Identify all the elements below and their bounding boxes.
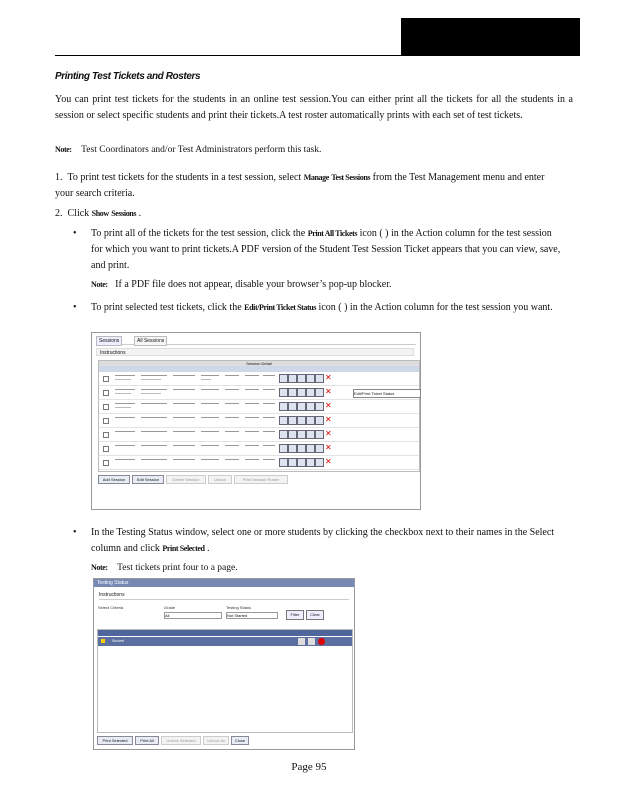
- note-text: If a PDF file does not appear, disable your browser’s pop-up blocker.: [115, 279, 392, 290]
- print-all-tickets-icon[interactable]: [279, 402, 288, 411]
- sessions-label: Sessions: [111, 209, 137, 218]
- test-sessions-label: Test Sessions: [331, 173, 371, 182]
- row-text: [115, 403, 135, 404]
- roster-icon[interactable]: [297, 416, 306, 425]
- print-all-tickets-icon[interactable]: [279, 388, 288, 397]
- row-checkbox[interactable]: [101, 639, 105, 643]
- row-checkbox[interactable]: [103, 390, 109, 396]
- row-text: [225, 375, 239, 376]
- add-session-button[interactable]: Add Session: [98, 475, 130, 484]
- student-name: Student: [112, 639, 125, 643]
- row-checkbox[interactable]: [103, 404, 109, 410]
- row-text: [141, 375, 167, 376]
- bullet-dot: •: [73, 228, 77, 239]
- copy-icon[interactable]: [315, 402, 324, 411]
- row-text: [263, 375, 275, 376]
- row-text: [173, 417, 195, 418]
- delete-icon[interactable]: ✕: [325, 401, 332, 410]
- row-text: [263, 417, 275, 418]
- row-text: [225, 403, 239, 404]
- tab-all-sessions[interactable]: All Sessions: [134, 336, 167, 346]
- unlock-button[interactable]: Unlock: [208, 475, 232, 484]
- edit-print-ticket-status-icon[interactable]: [288, 388, 297, 397]
- row-text: [245, 403, 259, 404]
- row-text: [115, 445, 135, 446]
- status-label: Testing Status: [226, 605, 252, 610]
- row-text: [141, 379, 161, 380]
- note-label: Note:: [91, 280, 108, 289]
- row-text: [141, 445, 167, 446]
- action-icons: [279, 458, 349, 466]
- table-row: [99, 428, 419, 442]
- row-text: [173, 375, 195, 376]
- row-text: [115, 459, 135, 460]
- row-checkbox[interactable]: [103, 460, 109, 466]
- row-text: [245, 375, 259, 376]
- edit-icon[interactable]: [306, 458, 315, 467]
- delete-icon[interactable]: ✕: [325, 415, 332, 424]
- row-text: [201, 459, 219, 460]
- row-text: [141, 389, 167, 390]
- row-text: [173, 431, 195, 432]
- edit-print-ticket-status-label: Edit/Print Ticket Status: [244, 303, 317, 312]
- edit-print-ticket-status-icon[interactable]: [288, 374, 297, 383]
- row-text: [141, 417, 167, 418]
- row-text: [225, 417, 239, 418]
- row-text: [225, 459, 239, 460]
- edit-icon[interactable]: [306, 388, 315, 397]
- page-number: Page 95: [291, 761, 327, 773]
- row-text: [225, 389, 239, 390]
- row-text: [263, 389, 275, 390]
- bullet-dot: •: [73, 527, 77, 538]
- table-row: [98, 637, 352, 646]
- action-icons: [279, 430, 349, 438]
- instructions-bar[interactable]: Instructions: [96, 348, 414, 356]
- copy-icon[interactable]: [315, 430, 324, 439]
- row-text: [263, 403, 275, 404]
- bullet-print-selected: [73, 300, 573, 316]
- session-grid: [98, 360, 420, 472]
- row-text: [263, 431, 275, 432]
- bullet-print-all: [73, 226, 563, 274]
- testing-status-screenshot: [93, 578, 355, 750]
- bullet-text-end: .: [207, 543, 210, 554]
- edit-print-ticket-status-icon[interactable]: [288, 444, 297, 453]
- sessions-screenshot: [91, 332, 421, 510]
- roster-icon[interactable]: [297, 402, 306, 411]
- window-title: Testing Status: [94, 579, 354, 587]
- edit-print-ticket-status-icon[interactable]: [288, 402, 297, 411]
- row-text: [263, 459, 275, 460]
- row-text: [201, 403, 219, 404]
- table-row: [99, 442, 419, 456]
- row-text: [201, 417, 219, 418]
- row-text: [201, 431, 219, 432]
- row-text: [115, 417, 135, 418]
- copy-icon[interactable]: [315, 416, 324, 425]
- print-selected-button[interactable]: Print Selected: [97, 736, 133, 745]
- student-grid: [97, 629, 353, 733]
- edit-icon[interactable]: [308, 638, 315, 645]
- row-text: [201, 375, 219, 376]
- row-text: [263, 445, 275, 446]
- action-icons: [279, 444, 349, 452]
- row-checkbox[interactable]: [103, 432, 109, 438]
- row-text: [245, 459, 259, 460]
- row-text: [115, 375, 135, 376]
- row-text: [173, 445, 195, 446]
- copy-icon[interactable]: [315, 374, 324, 383]
- roster-icon[interactable]: [297, 430, 306, 439]
- copy-icon[interactable]: [315, 444, 324, 453]
- grade-select[interactable]: All: [164, 612, 222, 619]
- action-icons: [279, 416, 349, 424]
- manage-menu-label: Manage: [303, 173, 329, 182]
- bullet-text: To print selected test tickets, click the: [91, 302, 242, 313]
- delete-icon[interactable]: ✕: [325, 457, 332, 466]
- table-row: [99, 400, 419, 414]
- print-icon[interactable]: [298, 638, 305, 645]
- note-1: [55, 145, 321, 155]
- row-text: [115, 393, 131, 394]
- print-all-tickets-icon[interactable]: [279, 430, 288, 439]
- header-black-box: [401, 18, 580, 55]
- row-text: [173, 389, 195, 390]
- step-2: [55, 206, 555, 222]
- delete-icon[interactable]: ✕: [325, 373, 332, 382]
- copy-icon[interactable]: [315, 458, 324, 467]
- row-text: [141, 393, 161, 394]
- tooltip: Edit/Print Ticket Status: [353, 389, 421, 398]
- edit-print-ticket-status-icon[interactable]: [288, 430, 297, 439]
- row-text: [173, 403, 195, 404]
- row-text: [115, 389, 135, 390]
- row-text: [245, 417, 259, 418]
- row-text: [115, 379, 131, 380]
- bullet-text: In the Testing Status window, select one or more students by clicking the checkbox next to their names in the Select column and click: [91, 527, 555, 554]
- roster-icon[interactable]: [297, 444, 306, 453]
- row-text: [201, 389, 219, 390]
- row-text: [141, 403, 167, 404]
- edit-icon[interactable]: [306, 374, 315, 383]
- table-row: [99, 372, 419, 386]
- print-all-tickets-icon[interactable]: [279, 444, 288, 453]
- intro-paragraph: You can print test tickets for the students in an online test session.You can either print all the tickets for all the students in a session or select specific students and print their tickets.A test roster automatically prints with each set of test tickets.: [55, 94, 573, 121]
- section-title: Printing Test Tickets and Rosters: [55, 71, 201, 82]
- instructions-bar[interactable]: Instructions: [99, 591, 349, 600]
- delete-icon[interactable]: ✕: [325, 429, 332, 438]
- print-session-roster-button[interactable]: Print Session Roster: [234, 475, 288, 484]
- print-all-tickets-label: Print All Tickets: [307, 229, 358, 238]
- grid-title: Session Detail: [99, 361, 419, 366]
- row-text: [173, 459, 195, 460]
- session-buttons: [98, 475, 418, 483]
- note-2: [91, 279, 391, 290]
- note-label: Note:: [91, 563, 108, 572]
- print-all-button[interactable]: Print All: [135, 736, 159, 745]
- step-text: To print test tickets for the students in a test session, select: [67, 172, 302, 183]
- print-all-tickets-icon[interactable]: [279, 458, 288, 467]
- row-text: [245, 445, 259, 446]
- table-row: [99, 414, 419, 428]
- row-text: [115, 407, 131, 408]
- bullet-text-end: icon ( ) in the Action column for the test session for which you want to print tickets.A PDF version of the Student Test Session Ticket appears that you can view, save, and print.: [91, 228, 561, 271]
- bullet-testing-status: [73, 525, 573, 557]
- unlock-selected-button[interactable]: Unlock Selected: [161, 736, 201, 745]
- step-text: Click: [67, 208, 90, 219]
- copy-icon[interactable]: [315, 388, 324, 397]
- edit-icon[interactable]: [306, 444, 315, 453]
- roster-icon[interactable]: [297, 388, 306, 397]
- show-label: Show: [91, 209, 109, 218]
- step-number: 1.: [55, 172, 63, 183]
- print-all-tickets-icon[interactable]: [279, 416, 288, 425]
- delete-icon[interactable]: ✕: [325, 387, 332, 396]
- status-buttons: [97, 736, 351, 744]
- row-text: [141, 431, 167, 432]
- row-text: [141, 459, 167, 460]
- row-text: [245, 389, 259, 390]
- action-icons: [279, 374, 349, 382]
- criteria-label: Select Criteria: [98, 605, 124, 610]
- edit-icon[interactable]: [306, 430, 315, 439]
- status-select[interactable]: Not Started: [226, 612, 278, 619]
- row-text: [201, 379, 211, 380]
- row-checkbox[interactable]: [103, 418, 109, 424]
- close-button[interactable]: Close: [231, 736, 249, 745]
- grade-label: Grade: [164, 605, 176, 610]
- filter-button[interactable]: Filter: [286, 610, 304, 620]
- edit-session-button[interactable]: Edit Session: [132, 475, 164, 484]
- step-number: 2.: [55, 208, 63, 219]
- delete-icon[interactable]: ✕: [325, 443, 332, 452]
- edit-icon[interactable]: [306, 402, 315, 411]
- note-label: Note:: [55, 145, 72, 154]
- edit-print-ticket-status-icon[interactable]: [288, 458, 297, 467]
- roster-icon[interactable]: [297, 374, 306, 383]
- unlock-all-button[interactable]: Unlock All: [203, 736, 229, 745]
- tab-bar: [96, 336, 416, 345]
- bullet-text: To print all of the tickets for the test session, click the: [91, 228, 306, 239]
- row-text: [201, 445, 219, 446]
- row-checkbox[interactable]: [103, 446, 109, 452]
- step-1: [55, 170, 555, 202]
- table-row: [99, 456, 419, 470]
- note-3: [91, 563, 238, 573]
- roster-icon[interactable]: [297, 458, 306, 467]
- bullet-text-end: icon ( ) in the Action column for the test session you want.: [318, 302, 553, 313]
- clear-button[interactable]: Clear: [306, 610, 324, 620]
- row-text: [115, 431, 135, 432]
- print-all-tickets-icon[interactable]: [279, 374, 288, 383]
- delete-session-button[interactable]: Delete Session: [166, 475, 206, 484]
- note-text: Test Coordinators and/or Test Administrators perform this task.: [81, 145, 322, 155]
- note-text: Test tickets print four to a page.: [117, 563, 238, 573]
- tab-sessions[interactable]: Sessions: [96, 336, 122, 346]
- step-text-end: from the Test Management menu and enter your search criteria.: [55, 172, 545, 199]
- print-selected-label: Print Selected: [162, 544, 205, 553]
- row-text: [225, 431, 239, 432]
- step-text-end: .: [138, 208, 142, 219]
- row-text: [245, 431, 259, 432]
- row-text: [225, 445, 239, 446]
- edit-print-ticket-status-icon[interactable]: [288, 416, 297, 425]
- row-checkbox[interactable]: [103, 376, 109, 382]
- delete-icon[interactable]: [318, 638, 325, 645]
- action-icons: [279, 402, 349, 410]
- bullet-dot: •: [73, 302, 77, 313]
- action-icons: [279, 388, 349, 396]
- edit-icon[interactable]: [306, 416, 315, 425]
- grid-column-header: [98, 630, 352, 636]
- header-rule: [55, 55, 580, 56]
